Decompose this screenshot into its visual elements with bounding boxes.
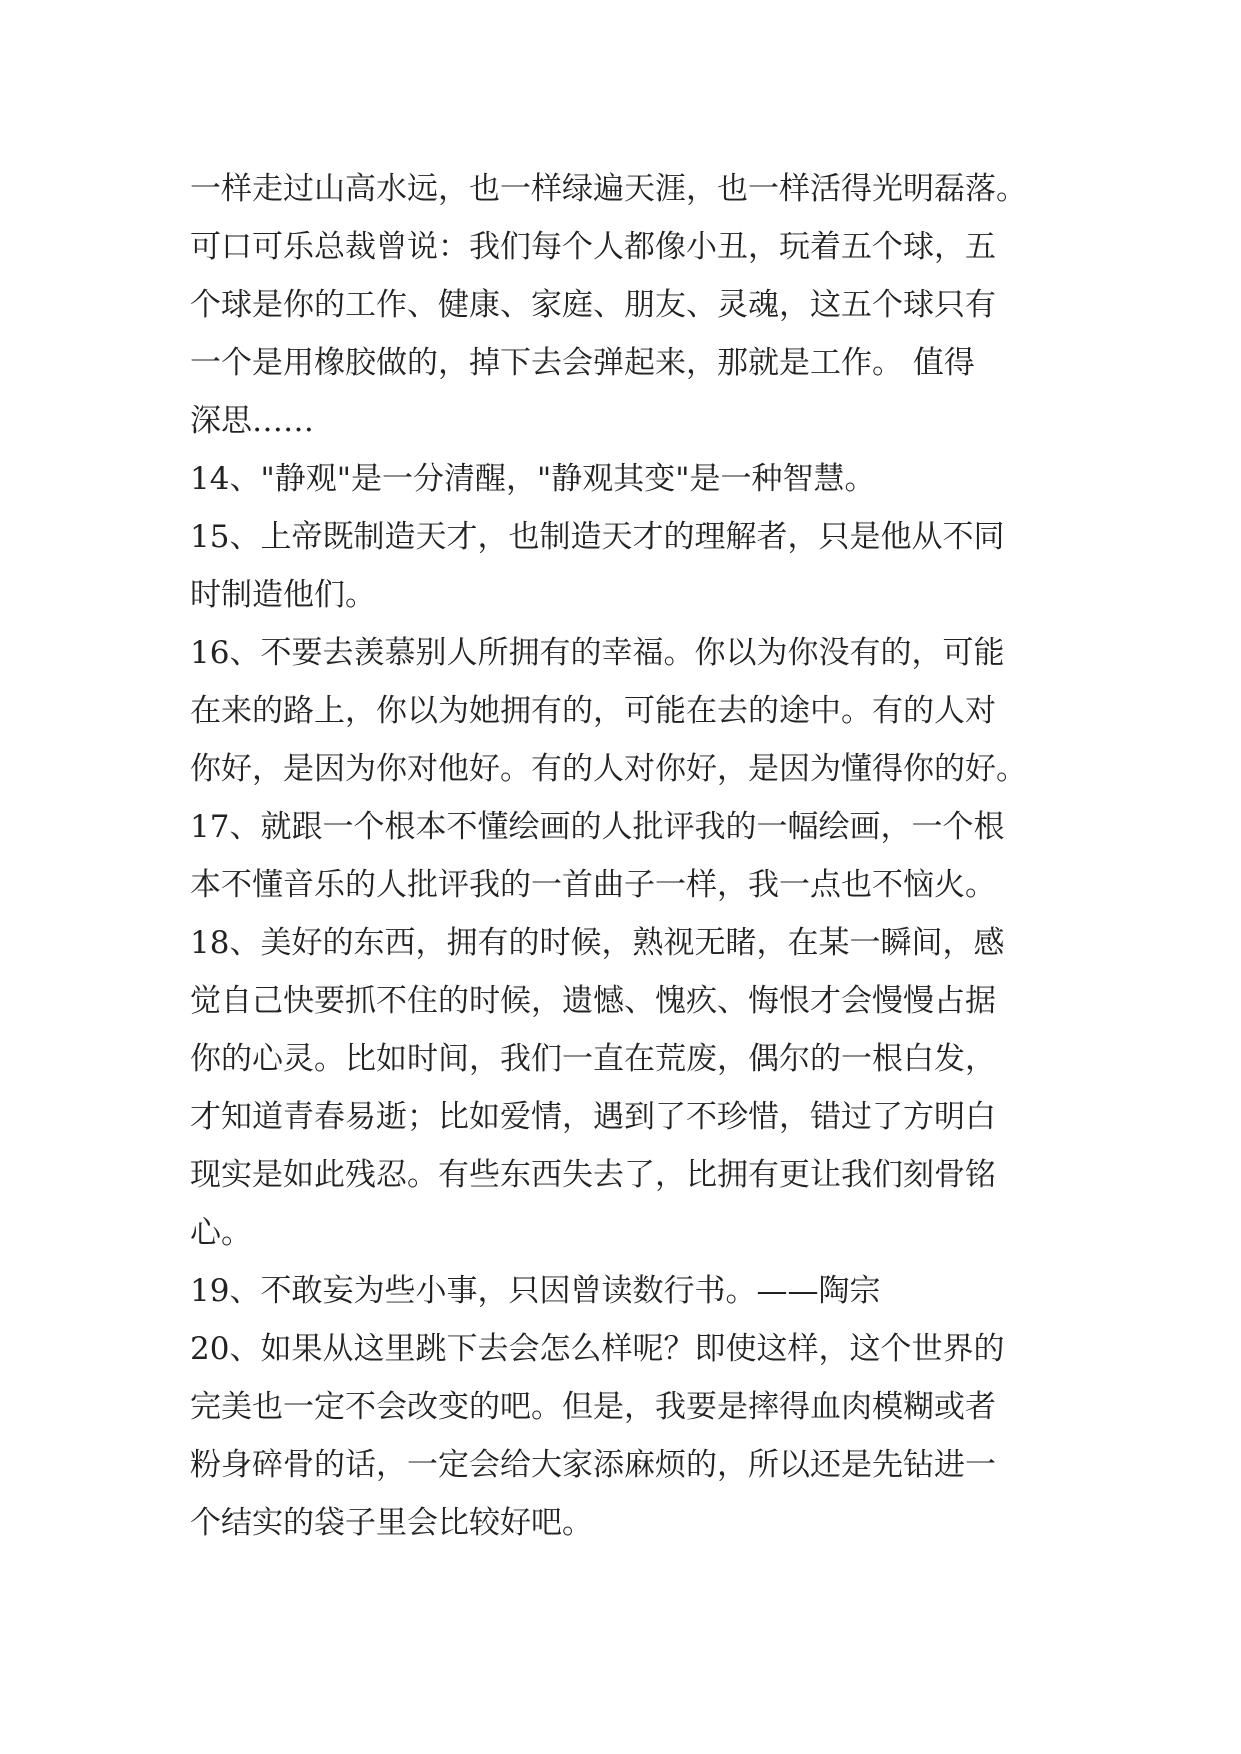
text-line: 个球是你的工作、健康、家庭、朋友、灵魂，这五个球只有 <box>190 287 996 323</box>
quote-17: 17、就跟一个根本不懂绘画的人批评我的一幅绘画，一个根 <box>190 809 1005 845</box>
text-line: 一样走过山高水远，也一样绿遍天涯，也一样活得光明磊落。 <box>190 171 1027 207</box>
text-line: 一个是用橡胶做的，掉下去会弹起来，那就是工作。 值得 <box>190 345 975 381</box>
quote-16: 16、不要去羡慕别人所拥有的幸福。你以为你没有的，可能 <box>190 635 1005 671</box>
text-line: 在来的路上，你以为她拥有的，可能在去的途中。有的人对 <box>190 693 996 729</box>
document-body <box>190 160 1070 1552</box>
text-line: 深思…… <box>190 403 314 439</box>
text-line: 现实是如此残忍。有些东西失去了，比拥有更让我们刻骨铭 <box>190 1157 996 1193</box>
text-line: 你好，是因为你对他好。有的人对你好，是因为懂得你的好。 <box>190 751 1027 787</box>
quote-20: 20、如果从这里跳下去会怎么样呢？即使这样，这个世界的 <box>190 1331 1005 1367</box>
text-line: 本不懂音乐的人批评我的一首曲子一样，我一点也不恼火。 <box>190 867 996 903</box>
text-line: 完美也一定不会改变的吧。但是，我要是摔得血肉模糊或者 <box>190 1389 996 1425</box>
text-line: 你的心灵。比如时间，我们一直在荒废，偶尔的一根白发， <box>190 1041 996 1077</box>
text-line: 心。 <box>190 1215 252 1251</box>
text-line: 觉自己快要抓不住的时候，遗憾、愧疚、悔恨才会慢慢占据 <box>190 983 996 1019</box>
quote-19: 19、不敢妄为些小事，只因曾读数行书。——陶宗 <box>190 1273 881 1309</box>
text-line: 可口可乐总裁曾说：我们每个人都像小丑，玩着五个球，五 <box>190 229 996 265</box>
quote-15: 15、上帝既制造天才，也制造天才的理解者，只是他从不同 <box>190 519 1005 555</box>
quote-14: 14、"静观"是一分清醒，"静观其变"是一种智慧。 <box>190 461 876 497</box>
text-line: 才知道青春易逝；比如爱情，遇到了不珍惜，错过了方明白 <box>190 1099 996 1135</box>
text-line: 粉身碎骨的话，一定会给大家添麻烦的，所以还是先钻进一 <box>190 1447 996 1483</box>
text-line: 时制造他们。 <box>190 577 376 613</box>
quote-18: 18、美好的东西，拥有的时候，熟视无睹，在某一瞬间，感 <box>190 925 1005 961</box>
text-line: 个结实的袋子里会比较好吧。 <box>190 1505 593 1541</box>
